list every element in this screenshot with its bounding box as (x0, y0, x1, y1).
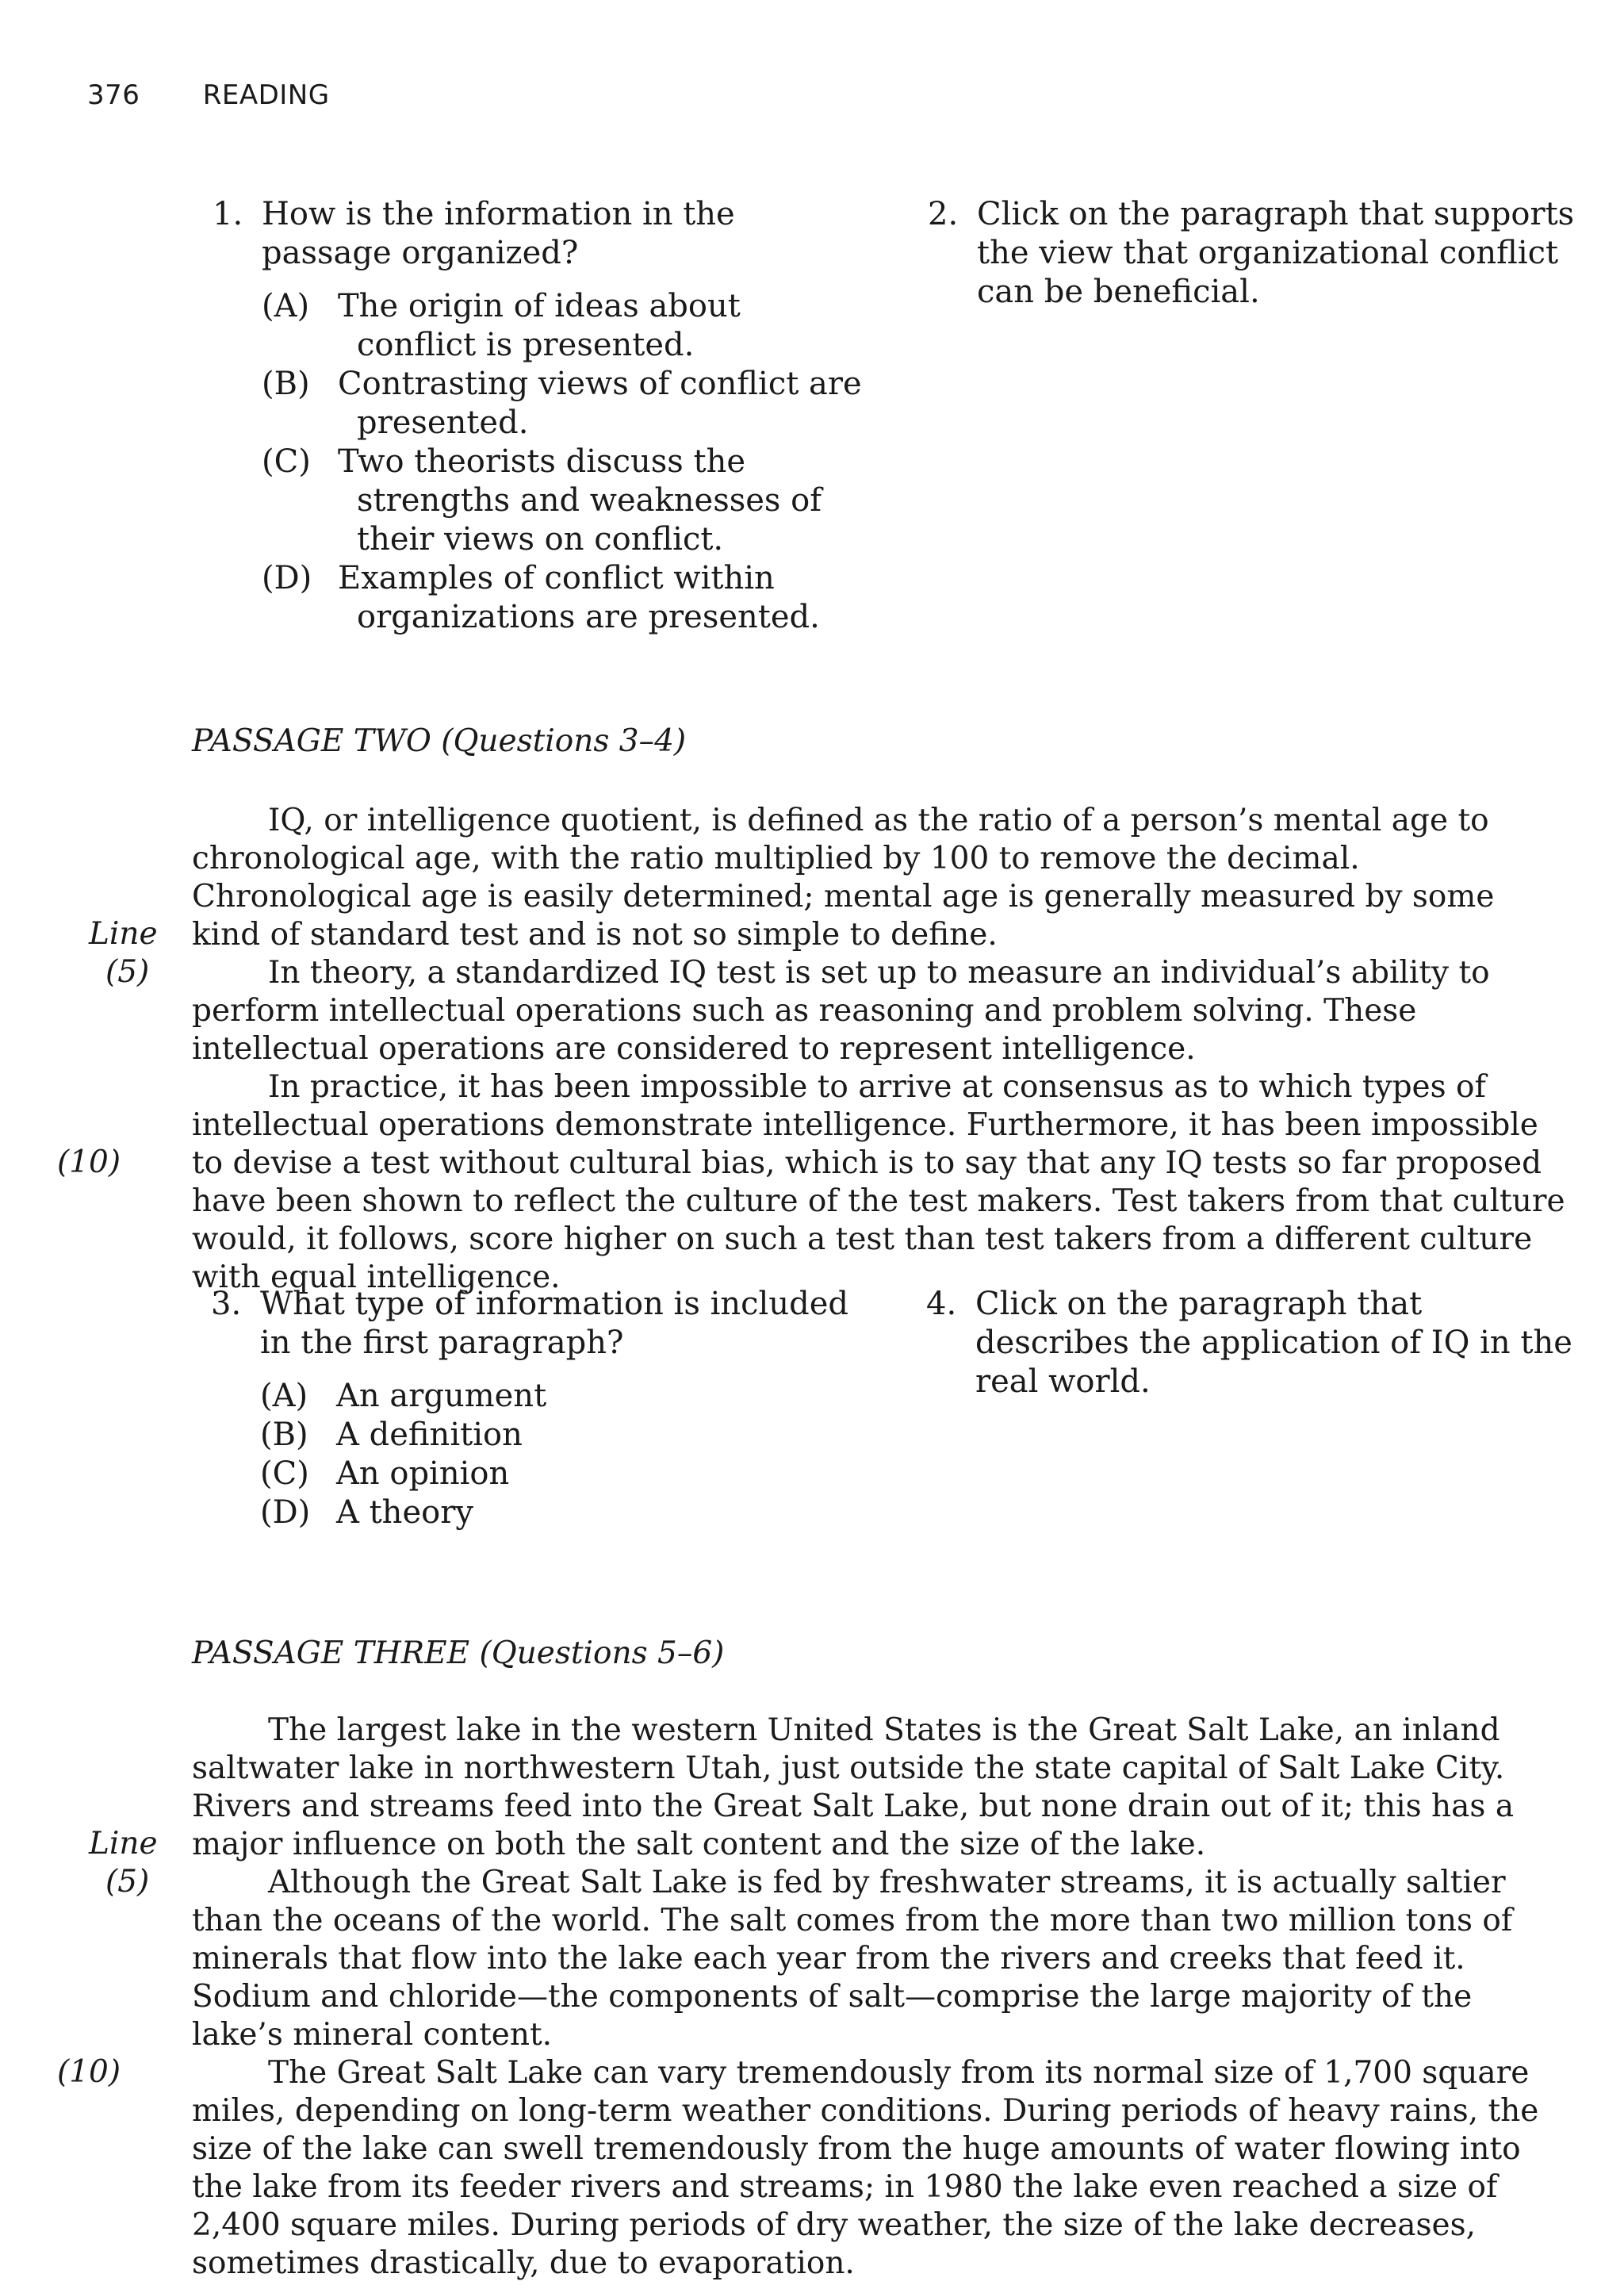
answer-option-b[interactable] (260, 1416, 861, 1455)
option-label: (B) (262, 366, 310, 402)
option-text: Two theorists discuss the strengths and weaknesses of their views on conflict. (338, 443, 822, 558)
passage-three-text (192, 1712, 1572, 2283)
line-marker: (10) (57, 2054, 121, 2090)
option-text: An opinion (336, 1455, 510, 1492)
option-label: (C) (260, 1455, 309, 1492)
option-text: A definition (336, 1417, 523, 1453)
option-text: The origin of ideas about conflict is presented. (338, 288, 741, 363)
line-marker: (5) (105, 1864, 150, 1900)
question-stem (213, 195, 863, 273)
section-title: READING (202, 79, 330, 111)
answer-option-a[interactable] (260, 1377, 861, 1416)
question-text: What type of information is included in the first paragraph? (260, 1286, 848, 1361)
option-label: (D) (260, 1494, 311, 1531)
option-text: An argument (336, 1378, 547, 1414)
paragraph[interactable]: The largest lake in the western United States is the Great Salt Lake, an inland saltwater lake in northwestern Utah, just outside the state capital of Salt Lake City. Rivers and streams feed into the Great Salt Lake, but none drain out of it; this has a major influence on both the salt content and the size of the lake. (192, 1712, 1515, 1862)
paragraph[interactable]: The Great Salt Lake can vary tremendously from its normal size of 1,700 square miles, depending on long-term weather conditions. During periods of heavy rains, the size of the lake can swell tremendously from the huge amounts of water flowing into the lake from its feeder rivers and streams; in 1980 the lake even reached a size of 2,400 square miles. During periods of dry weather, the size of the lake decreases, sometimes drastically, due to evaporation. (192, 2055, 1539, 2281)
line-marker: Line (89, 916, 158, 952)
option-label: (C) (262, 443, 311, 480)
question-text: Click on the paragraph that describes the application of IQ in the real world. (975, 1286, 1572, 1400)
question-stem (211, 1285, 861, 1363)
answer-options (260, 1377, 861, 1532)
paragraph[interactable]: In practice, it has been impossible to arrive at consensus as to which types of intellectual operations demonstrate intelligence. Furthermore, it has been impossible to devise a test without cultural bias, which is to say that any IQ tests so far proposed have been shown to reflect the culture of the test makers. Test takers from that culture would, it follows, score higher on such a test than test takers from a different culture with equal intelligence. (192, 1069, 1565, 1295)
answer-option-d[interactable] (262, 559, 863, 637)
line-marker: (5) (105, 954, 150, 990)
question-stem (926, 1285, 1576, 1401)
option-text: Contrasting views of conflict are presented. (338, 366, 862, 441)
question-text: Click on the paragraph that supports the view that organizational conflict can be beneficial. (977, 196, 1575, 310)
question-stem (928, 195, 1578, 312)
answer-option-c[interactable] (260, 1455, 861, 1493)
paragraph[interactable]: Although the Great Salt Lake is fed by freshwater streams, it is actually saltier than the oceans of the world. The salt comes from the more than two million tons of minerals that flow into the lake each year from the rivers and creeks that feed it. Sodium and chloride—the components of salt—comprise the large majority of the lake’s mineral content. (192, 1865, 1513, 2053)
answer-option-a[interactable] (262, 287, 863, 365)
question-4 (926, 1285, 1576, 1401)
line-marker: (10) (57, 1144, 121, 1180)
answer-option-c[interactable] (262, 443, 863, 559)
question-1 (213, 195, 863, 637)
question-3 (211, 1285, 861, 1532)
answer-options (262, 287, 863, 637)
page-number: 376 (87, 79, 140, 111)
paragraph[interactable]: IQ, or intelligence quotient, is defined as the ratio of a person’s mental age to chronological age, with the ratio multiplied by 100 to remove the decimal. Chronological age is easily determined; mental age is generally measured by some kind of standard test and is not so simple to define. (192, 803, 1495, 953)
passage-two-title: PASSAGE TWO (Questions 3–4) (192, 723, 687, 759)
option-label: (A) (260, 1378, 308, 1414)
question-number: 4. (926, 1286, 957, 1322)
question-text: How is the information in the passage organized? (262, 196, 735, 271)
paragraph[interactable]: In theory, a standardized IQ test is set up to measure an individual’s ability to perform intellectual operations such as reasoning and problem solving. These intellectual operations are considered to represent intelligence. (192, 955, 1490, 1067)
question-number: 1. (213, 196, 243, 232)
page-header (87, 79, 330, 111)
option-label: (A) (262, 288, 310, 324)
option-label: (D) (262, 560, 312, 596)
question-number: 3. (211, 1286, 242, 1322)
question-number: 2. (928, 196, 959, 232)
line-marker: Line (89, 1826, 158, 1861)
option-text: A theory (336, 1494, 473, 1531)
passage-three-title: PASSAGE THREE (Questions 5–6) (192, 1635, 725, 1671)
option-label: (B) (260, 1417, 308, 1453)
answer-option-b[interactable] (262, 365, 863, 443)
question-2 (928, 195, 1578, 312)
answer-option-d[interactable] (260, 1493, 861, 1532)
passage-two-text (192, 802, 1572, 1297)
option-text: Examples of conflict within organizations are presented. (338, 560, 820, 635)
